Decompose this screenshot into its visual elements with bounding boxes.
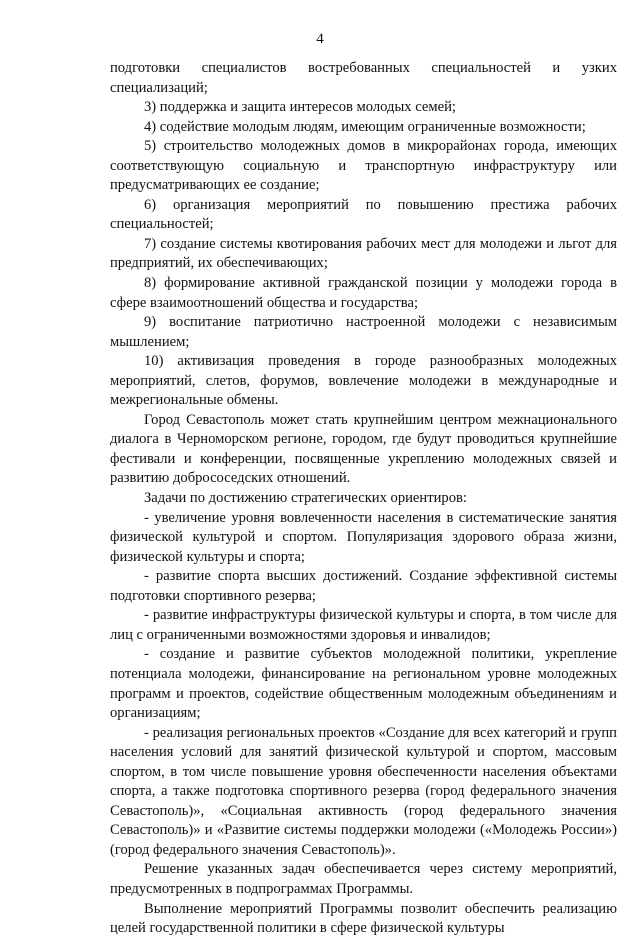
paragraph: Выполнение мероприятий Программы позволит обеспечить реализацию целей государственной политики в сфере физической культуры: [110, 900, 617, 937]
paragraph: Задачи по достижению стратегических ориентиров:: [144, 490, 467, 507]
list-item: 10) активизация проведения в городе разнообразных молодежных мероприятий, слетов, форумов, вовлечение молодежи в международные и межрегиональные обмены.: [110, 353, 617, 409]
list-item: - развитие спорта высших достижений. Создание эффективной системы подготовки спортивного резерва;: [110, 568, 617, 604]
page-number: 4: [316, 31, 324, 47]
list-item: - создание и развитие субъектов молодежной политики, укрепление потенциала молодежи, финансирование на региональном уровне молодежных программ и проектов, содействие общественным молодежным объединениям и организациям;: [110, 646, 617, 722]
list-item: - реализация региональных проектов «Создание для всех категорий и групп населения условий для занятий физической культурой и спортом, массовым спортом, в том числе повышение уровня обеспеченности населения объектами спорта, а также подготовка спортивного резерва (город федерального значения Севастополь)», «Социальная активность (город федерального значения Севастополь)» и «Развитие системы поддержки молодежи («Молодежь России») (город федерального значения Севастополь)».: [110, 724, 617, 858]
list-item: 3) поддержка и защита интересов молодых семей;: [144, 99, 456, 116]
list-item: 9) воспитание патриотично настроенной молодежи с независимым мышлением;: [110, 314, 617, 350]
paragraph: Город Севастополь может стать крупнейшим центром межнационального диалога в Черноморском регионе, городом, где будут проводиться крупнейшие фестивали и конференции, посвященные укреплению молодежных связей и развитию добрососедских отношений.: [110, 411, 617, 487]
list-item: 8) формирование активной гражданской позиции у молодежи города в сфере взаимоотношений общества и государства;: [110, 275, 617, 311]
list-item: 5) строительство молодежных домов в микрорайонах города, имеющих соответствующую социальную и транспортную инфраструктуру или предусматривающих ее создание;: [110, 138, 617, 194]
list-item: - увеличение уровня вовлеченности населения в систематические занятия физической культурой и спортом. Популяризация здорового образа жизни, физической культуры и спорта;: [110, 509, 617, 565]
list-item: 6) организация мероприятий по повышению престижа рабочих специальностей;: [110, 196, 617, 233]
document-body: [110, 59, 617, 939]
paragraph: Решение указанных задач обеспечивается через систему мероприятий, предусмотренных в подпрограммах Программы.: [110, 861, 617, 897]
list-item: - развитие инфраструктуры физической культуры и спорта, в том числе для лиц с ограниченными возможностями здоровья и инвалидов;: [110, 607, 617, 643]
list-item: 7) создание системы квотирования рабочих мест для молодежи и льгот для предприятий, их обеспечивающих;: [110, 235, 617, 272]
list-item: 4) содействие молодым людям, имеющим ограниченные возможности;: [144, 118, 586, 135]
paragraph: подготовки специалистов востребованных специальностей и узких специализаций;: [110, 60, 617, 96]
